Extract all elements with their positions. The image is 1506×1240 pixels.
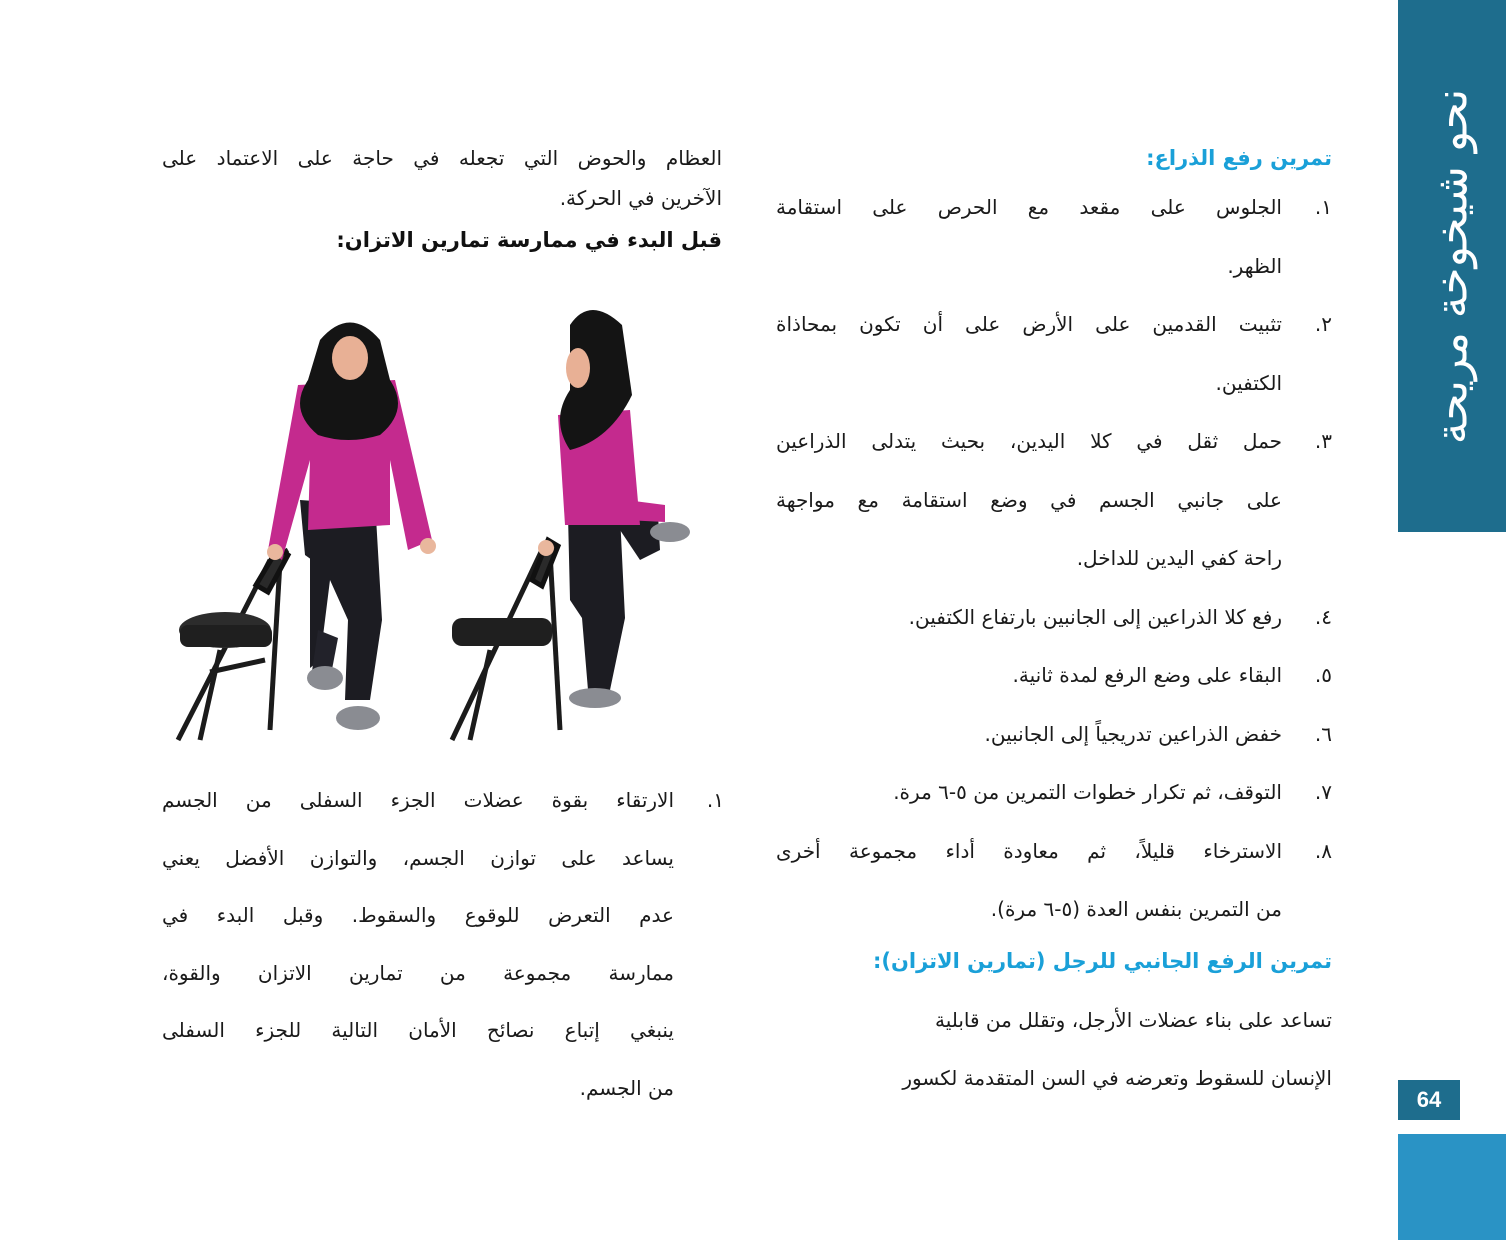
- list-item-text: [776, 178, 1282, 295]
- list-item-text: [162, 772, 674, 1117]
- arm-exercise-heading: تمرين رفع الذراع:: [1146, 146, 1332, 170]
- safety-step: [162, 772, 724, 1117]
- list-item-text: [776, 588, 1282, 647]
- list-item-number: ٧.: [1314, 780, 1332, 804]
- list-item-text: [776, 412, 1282, 588]
- list-item-number: ٨.: [1314, 838, 1332, 863]
- list-item: [776, 412, 1332, 588]
- leg-exercise-heading: تمرين الرفع الجانبي للرجل (تمارين الاتزان):: [872, 948, 1332, 973]
- text-line: الظهر.: [1227, 253, 1282, 278]
- text-line: الآخرين في الحركة.: [559, 186, 722, 210]
- text-line: التوقف، ثم تكرار خطوات التمرين من ٥-٦ مرة.: [893, 780, 1282, 804]
- text-line: الجلوس على مقعد مع الحرص على استقامة: [776, 195, 1282, 219]
- text-line: من الجسم.: [579, 1075, 674, 1100]
- before-heading: قبل البدء في ممارسة تمارين الاتزان:: [336, 228, 722, 252]
- list-item: [776, 705, 1332, 764]
- text-line: الكتفين.: [1215, 370, 1282, 395]
- text-line: على جانبي الجسم في وضع استقامة مع مواجهة: [776, 487, 1282, 512]
- text-line: عدم التعرض للوقوع والسقوط. وقبل البدء في: [162, 903, 674, 927]
- text-line: ينبغي إتباع نصائح الأمان التالية للجزء السفلى: [162, 1018, 674, 1042]
- side-title: [1398, 0, 1506, 532]
- list-item-text: [776, 822, 1282, 939]
- list-item-text: [776, 763, 1282, 822]
- list-item: [776, 588, 1332, 647]
- text-line: الاسترخاء قليلاً، ثم معاودة أداء مجموعة أخرى: [776, 838, 1282, 863]
- text-line: تثبيت القدمين على الأرض على أن تكون بمحاذاة: [776, 312, 1282, 336]
- list-item: [776, 822, 1332, 939]
- chair-seat-right: [452, 618, 552, 646]
- list-item-number: ٤.: [1314, 604, 1332, 629]
- arm-steps-list: [776, 178, 1332, 939]
- woman-right: [538, 310, 690, 708]
- text-line: رفع كلا الذراعين إلى الجانبين بارتفاع الكتفين.: [908, 604, 1282, 629]
- text-line: خفض الذراعين تدريجياً إلى الجانبين.: [984, 721, 1282, 746]
- list-item-number: ٦.: [1314, 721, 1332, 746]
- text-line: تساعد على بناء عضلات الأرجل، وتقلل من قابلية: [934, 1007, 1332, 1032]
- list-item-text: [776, 646, 1282, 705]
- book-title: نحو شيخوخة مريحة: [1426, 88, 1478, 444]
- list-item: [776, 763, 1332, 822]
- list-item-number: ٢.: [1314, 312, 1332, 336]
- bottom-band: [1398, 1134, 1506, 1240]
- list-item: [776, 178, 1332, 295]
- list-item: [776, 646, 1332, 705]
- text-line: من التمرين بنفس العدة (٥-٦ مرة).: [990, 897, 1282, 921]
- list-item-number: ١.: [706, 788, 724, 812]
- list-item-text: [776, 705, 1282, 764]
- text-line: البقاء على وضع الرفع لمدة ثانية.: [1012, 663, 1282, 687]
- list-item: [776, 295, 1332, 412]
- left-column: [162, 138, 722, 258]
- leg-paragraph: [776, 991, 1332, 1107]
- list-item: [162, 772, 724, 1117]
- text-line: العظام والحوض التي تجعله في حاجة على الاعتماد على: [162, 146, 722, 170]
- text-line: ممارسة مجموعة من تمارين الاتزان والقوة،: [162, 960, 674, 985]
- right-column: [776, 138, 1332, 1107]
- text-line: الارتقاء بقوة عضلات الجزء السفلى من الجسم: [162, 788, 674, 812]
- list-item-number: ١.: [1314, 195, 1332, 219]
- text-line: يساعد على توازن الجسم، والتوازن الأفضل يعني: [162, 845, 674, 870]
- safety-steps-list: [162, 772, 724, 1117]
- exercise-photo: [170, 300, 710, 760]
- woman-left: [267, 323, 436, 731]
- text-line: حمل ثقل في كلا اليدين، بحيث يتدلى الذراعين: [776, 429, 1282, 453]
- text-line: الإنسان للسقوط وتعرضه في السن المتقدمة لكسور: [902, 1065, 1332, 1090]
- list-item-number: ٥.: [1314, 663, 1332, 687]
- text-line: راحة كفي اليدين للداخل.: [1076, 546, 1282, 570]
- list-item-number: ٣.: [1314, 429, 1332, 453]
- page-number: 64: [1398, 1080, 1460, 1120]
- list-item-text: [776, 295, 1282, 412]
- intro-paragraph: [162, 138, 722, 218]
